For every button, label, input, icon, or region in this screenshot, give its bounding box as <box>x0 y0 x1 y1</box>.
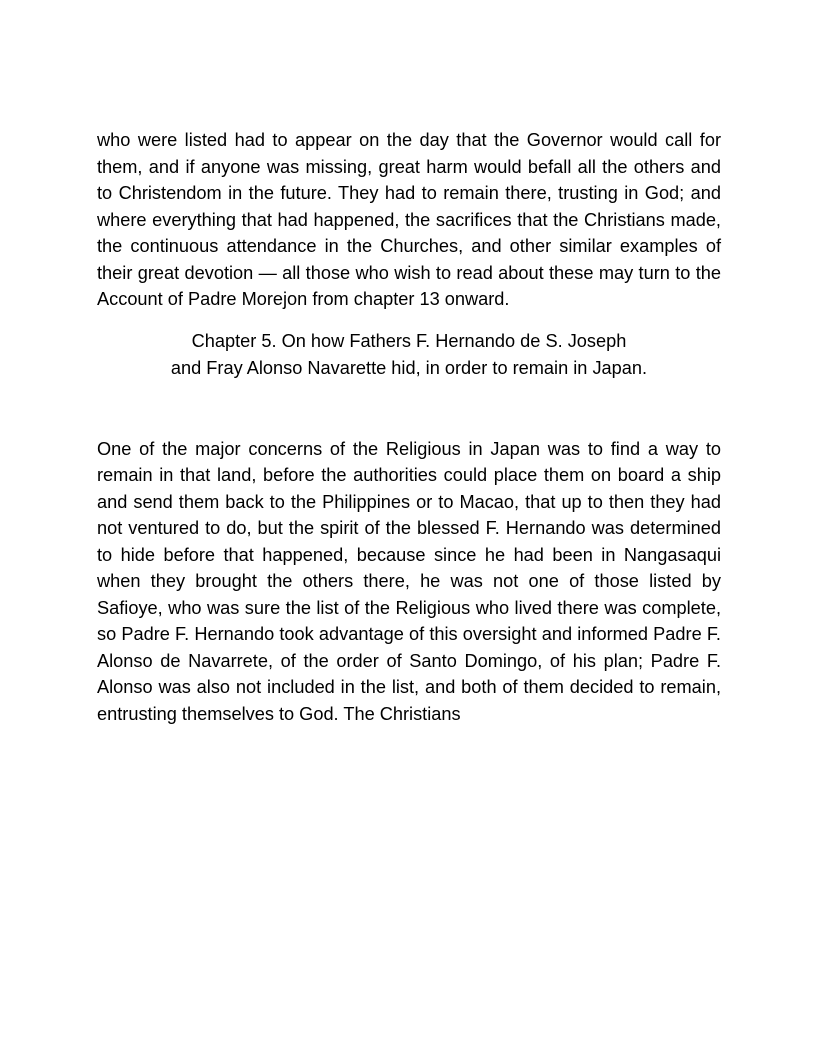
chapter-heading <box>97 328 721 382</box>
chapter-heading-line-1: Chapter 5. On how Fathers F. Hernando de S. Joseph <box>191 330 627 351</box>
chapter-heading-line-2: and Fray Alonso Navarette hid, in order to remain in Japan. <box>170 357 648 378</box>
continuation-paragraph: who were listed had to appear on the day that the Governor would call for them, and if anyone was missing, great harm would befall all the others and to Christendom in the future. They had to remain there, trusting in God; and where everything that had happened, the sacrifices that the Christians made, the continuous attendance in the Churches, and other similar examples of their great devotion — all those who wish to read about these may turn to the Account of Padre Morejon from chapter 13 onward. <box>97 130 721 309</box>
chapter-body-paragraph: One of the major concerns of the Religious in Japan was to find a way to remain in that land, before the authorities could place them on board a ship and send them back to the Philippines or to Macao, that up to then they had not ventured to do, but the spirit of the blessed F. Hernando was determined to hide before that happened, because since he had been in Nangasaqui when they brought the others there, he was not one of those listed by Safioye, who was sure the list of the Religious who lived there was complete, so Padre F. Hernando took advantage of this oversight and informed Padre F. Alonso de Navarrete, of the order of Santo Domingo, of his plan; Padre F. Alonso was also not included in the list, and both of them decided to remain, entrusting themselves to God. The Christians <box>97 438 721 724</box>
document-page <box>97 127 721 727</box>
